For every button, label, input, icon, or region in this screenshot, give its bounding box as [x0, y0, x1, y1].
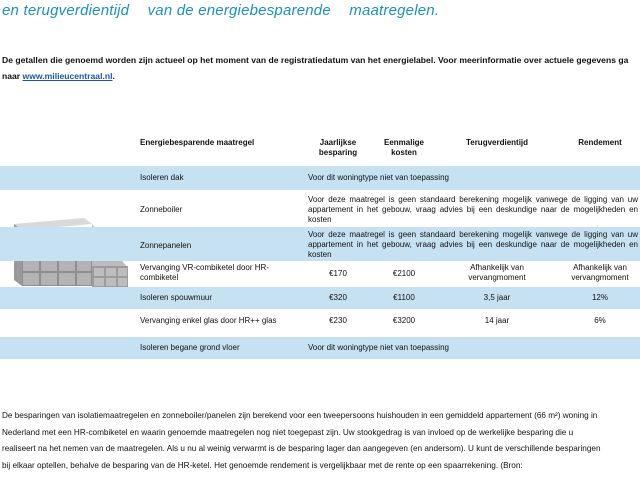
row-saving: €320 [329, 293, 347, 302]
row-return [556, 263, 640, 283]
section-heading [2, 2, 453, 19]
row-return-2: vervangmoment [571, 273, 629, 282]
row-measure: Isoleren spouwmuur [140, 293, 213, 302]
row-measure: Vervanging enkel glas door HR++ glas [140, 316, 277, 325]
row-return: 6% [594, 316, 606, 325]
row-cost: €1100 [393, 293, 415, 302]
intro-line-1: De getallen die genoemd worden zijn actueel op het moment van de registratiedatum van het energielabel. Voor meerinformatie over actuele gegevens ga [2, 55, 629, 65]
table-row [0, 337, 640, 359]
row-cost: €3200 [392, 316, 416, 325]
row-measure-2: combiketel [140, 273, 179, 282]
footnote-line-2: Nederland met een HR-combiketel en waarin genoemde maatregelen nog niet toegepast zijn. Uw stookgedrag is van invloed op de werkelijke besparing die u [2, 427, 574, 437]
row-return-1: Afhankelijk van [573, 263, 627, 272]
footnote-line-4: bij elkaar optellen, behalve de besparing van de HR-ketel. Het genoemde rendement is vergelijkbaar met de rente op een spaarrekening. (Bron: [2, 460, 523, 470]
header-yearly-1: Jaarlijkse [319, 138, 357, 147]
row-payback-2: vervangmoment [468, 273, 526, 282]
row-note: Voor deze maatregel is geen standaard berekening mogelijk vanwege de ligging van uw appartement in het gebouw, vraag advies bij een deskundige naar de mogelijkheden en kosten [308, 195, 638, 224]
row-payback: 14 jaar [484, 316, 510, 325]
intro-suffix: . [112, 71, 115, 81]
row-note: Voor dit woningtype niet van toepassing [308, 173, 449, 182]
table-row [0, 287, 640, 309]
table-row [0, 261, 640, 285]
row-cost: €2100 [392, 269, 416, 278]
row-note: Voor dit woningtype niet van toepassing [308, 343, 449, 352]
heading-part-1: en terugverdientijd [2, 2, 130, 19]
intro-line-2 [2, 68, 640, 84]
row-payback: 3,5 jaar [483, 293, 511, 302]
footnote-line-3: realiseert na het nemen van de maatregelen. Als u nu al weinig verwarmt is de besparing lager dan aangegeven (en andersom). U kunt de verschillende besparingen [2, 444, 601, 453]
heading-part-3: maatregelen. [349, 2, 440, 19]
table-row [0, 313, 640, 335]
header-onetime-2: kosten [391, 148, 417, 157]
table-row [0, 166, 640, 190]
row-measure: Isoleren dak [140, 173, 184, 182]
intro-prefix: naar [2, 71, 23, 81]
footnote-line-1: De besparingen van isolatiemaatregelen en zonneboiler/panelen zijn berekend voor een tweepersoons huishouden in een gemiddeld appartement (66 m²) woning in [2, 411, 598, 420]
row-note: Voor deze maatregel is geen standaard berekening mogelijk vanwege de ligging van uw appartement in het gebouw, vraag advies bij een deskundige naar de mogelijkheden en kosten [308, 230, 638, 259]
row-payback-1: Afhankelijk van [470, 263, 524, 272]
milieucentraal-link[interactable]: www.milieucentraal.nl [22, 71, 113, 81]
header-return: Rendement [578, 138, 622, 147]
row-measure [140, 263, 269, 283]
table-header [0, 134, 640, 166]
row-measure: Isoleren begane grond vloer [140, 343, 240, 352]
header-measure: Energiebesparende maatregel [140, 138, 255, 147]
header-yearly-saving [310, 138, 366, 158]
header-onetime-1: Eenmalige [383, 138, 424, 147]
table-row [0, 194, 640, 227]
row-payback [452, 263, 542, 283]
row-measure: Zonnepanelen [140, 241, 192, 250]
footnote-paragraph [2, 408, 640, 474]
measures-table [0, 134, 640, 359]
row-return: 12% [591, 293, 608, 302]
row-saving: €170 [329, 269, 347, 278]
intro-paragraph [2, 52, 640, 84]
header-yearly-2: besparing [318, 148, 358, 157]
row-measure-1: Vervanging VR-combiketel door HR- [140, 263, 269, 272]
header-onetime-cost [376, 138, 432, 158]
header-payback: Terugverdientijd [465, 138, 529, 147]
table-row [0, 227, 640, 261]
row-saving: €230 [329, 316, 347, 325]
heading-part-2: van de energiebesparende [147, 2, 331, 19]
row-measure: Zonneboiler [140, 205, 183, 214]
